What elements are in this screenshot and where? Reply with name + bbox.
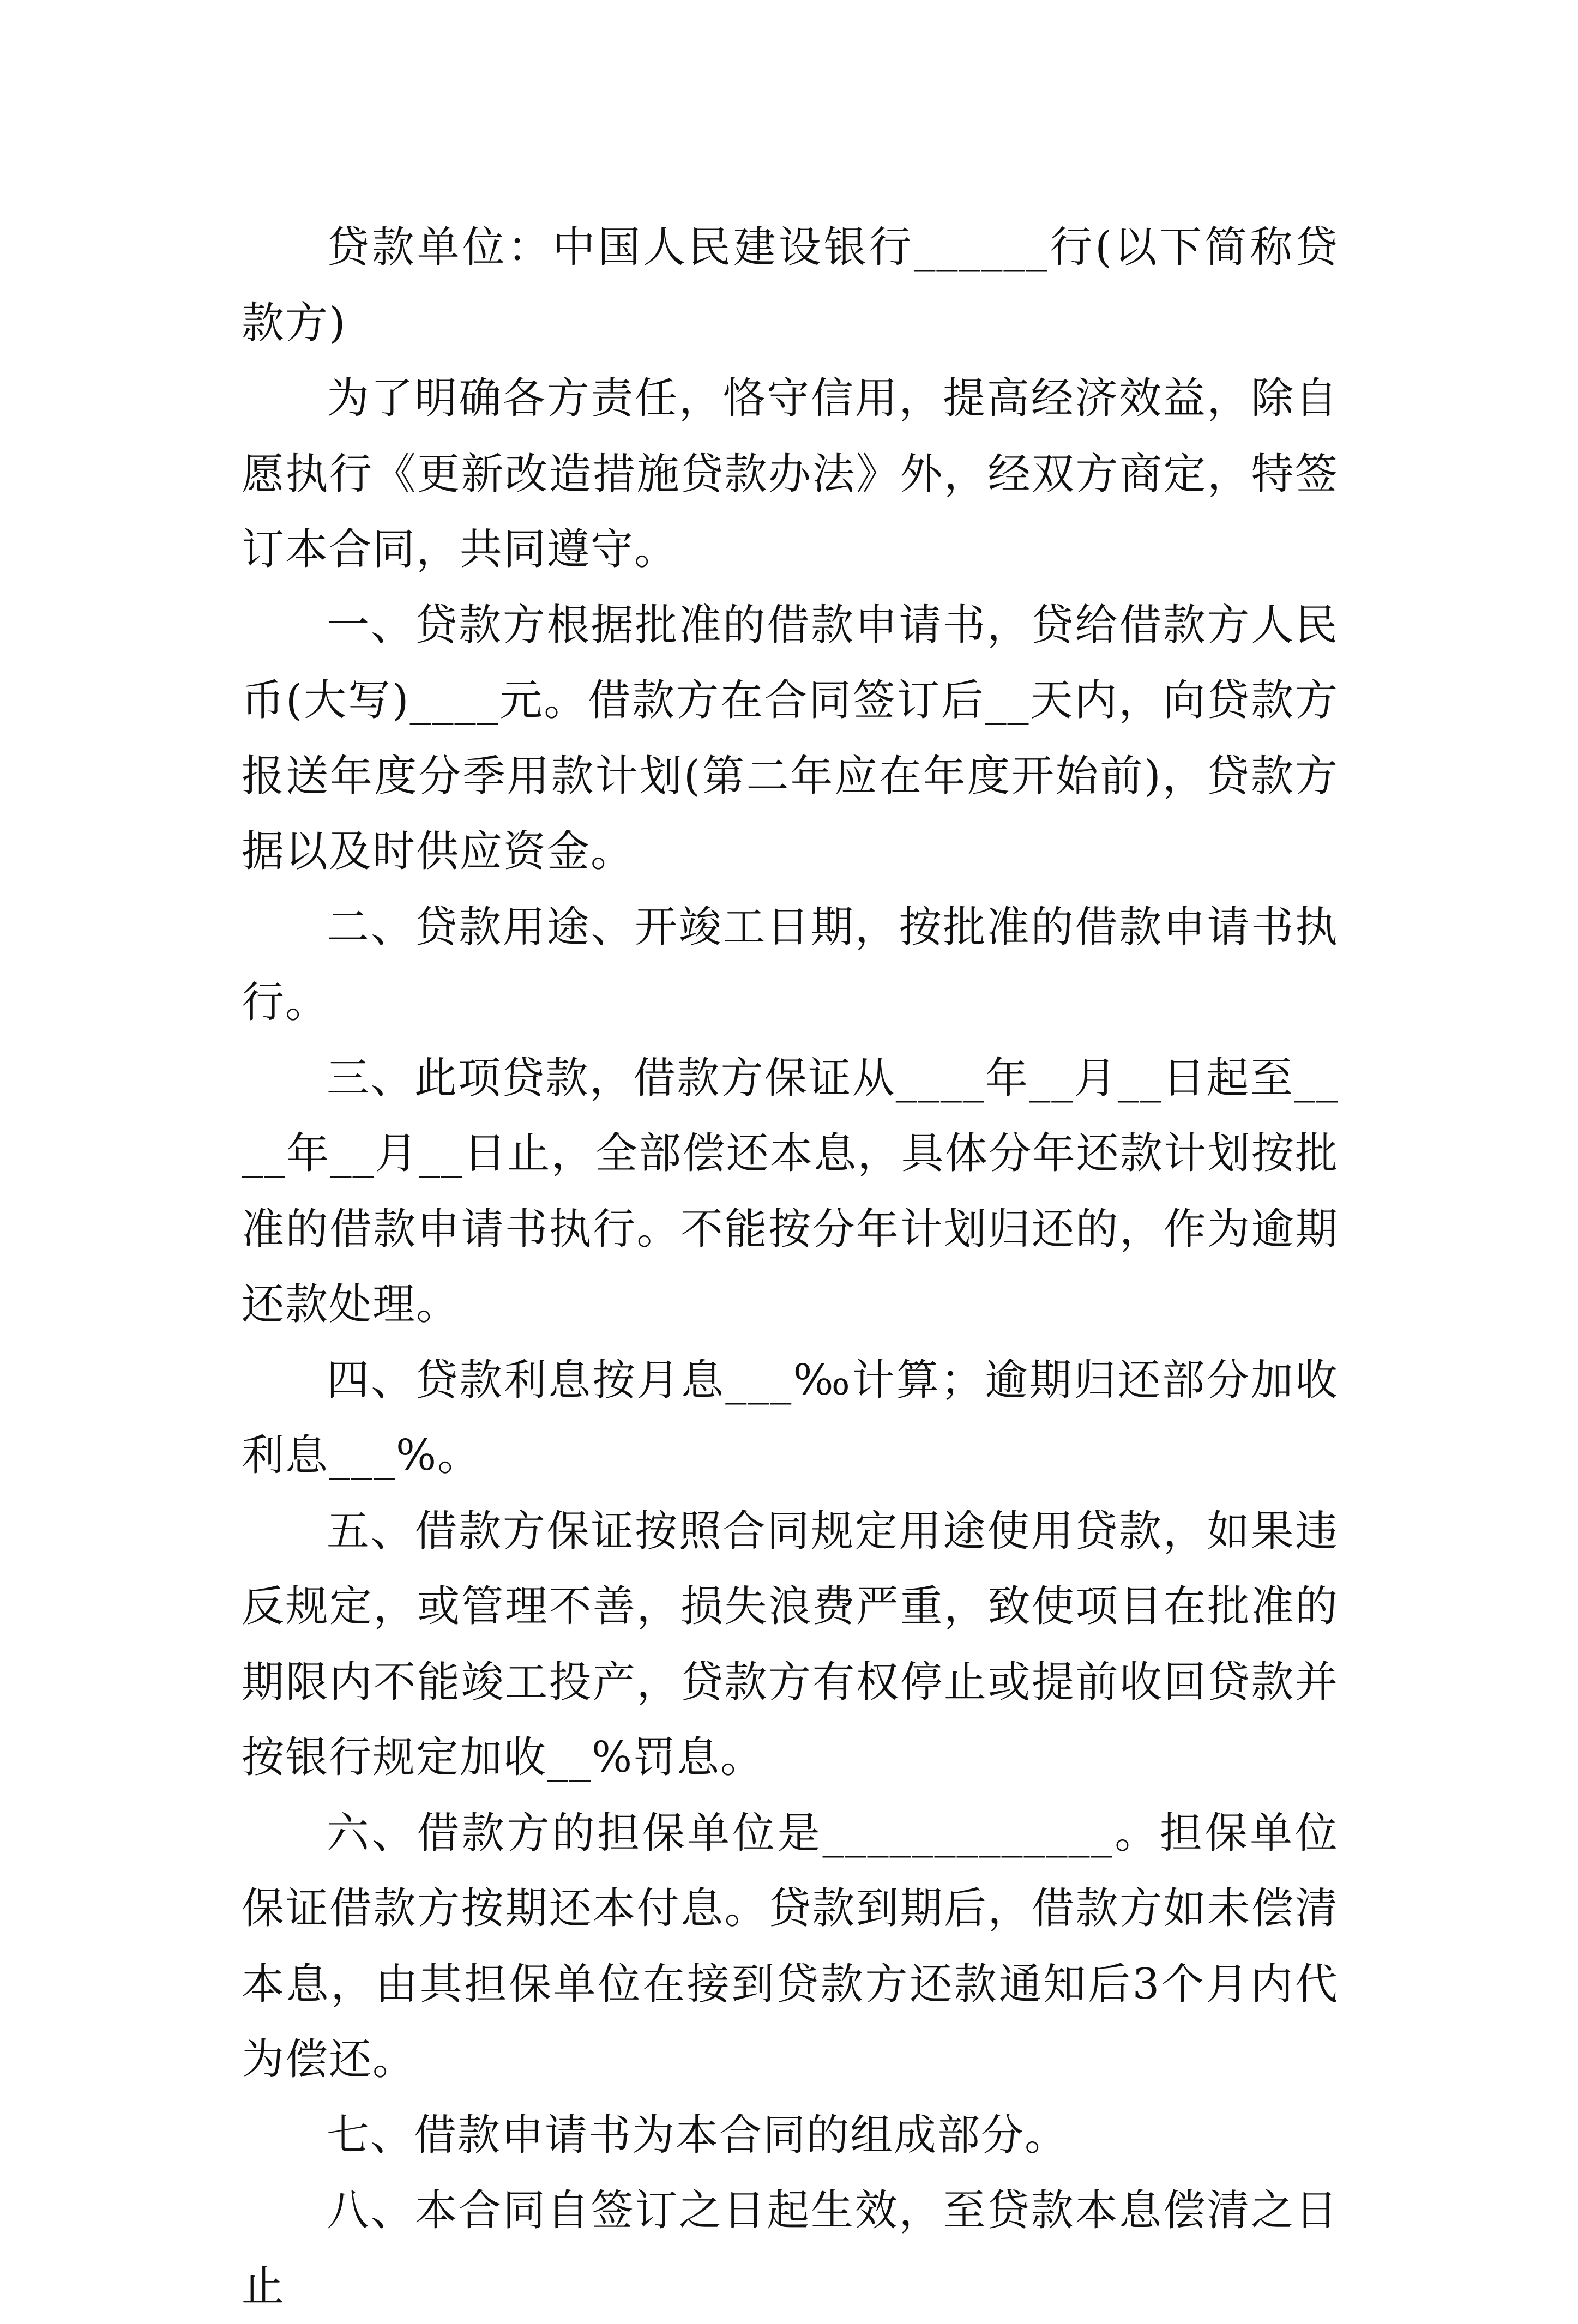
clause-3-paragraph: 三、此项贷款，借款方保证从____年__月__日起至____年__月__日止，全部偿还本息，具体分年还款计划按批准的借款申请书执行。不能按分年计划归还的，作为逾期还款处理。 [242, 1053, 1339, 1329]
clause-7-paragraph: 七、借款申请书为本合同的组成部分。 [327, 2110, 1069, 2160]
clause-1-paragraph: 一、贷款方根据批准的借款申请书，贷给借款方人民币(大写)____元。借款方在合同签订后__天内，向贷款方报送年度分季用款计划(第二年应在年度开始前)，贷款方据以及时供应资金。 [242, 600, 1339, 876]
clause-5-paragraph: 五、借款方保证按照合同规定用途使用贷款，如果违反规定，或管理不善，损失浪费严重，致使项目在批准的期限内不能竣工投产，贷款方有权停止或提前收回贷款并按银行规定加收__%罚息。 [242, 1506, 1339, 1782]
clause-6-paragraph: 六、借款方的担保单位是_____________。担保单位保证借款方按期还本付息。贷款到期后，借款方如未偿清本息，由其担保单位在接到贷款方还款通知后3个月内代为偿还。 [242, 1808, 1339, 2084]
contract-body [242, 210, 1339, 2324]
preamble-paragraph: 为了明确各方责任，恪守信用，提高经济效益，除自愿执行《更新改造措施贷款办法》外，经双方商定，特签订本合同，共同遵守。 [242, 374, 1339, 574]
clause-8-paragraph: 八、本合同自签订之日起生效，至贷款本息偿清之日止 [242, 2186, 1339, 2311]
clause-4-paragraph: 四、贷款利息按月息___‰计算；逾期归还部分加收利息___%。 [242, 1355, 1339, 1480]
lender-line: 贷款单位：中国人民建设银行______行(以下简称贷款方) [242, 223, 1339, 348]
clause-2-paragraph: 二、贷款用途、开竣工日期，按批准的借款申请书执行。 [242, 902, 1339, 1027]
